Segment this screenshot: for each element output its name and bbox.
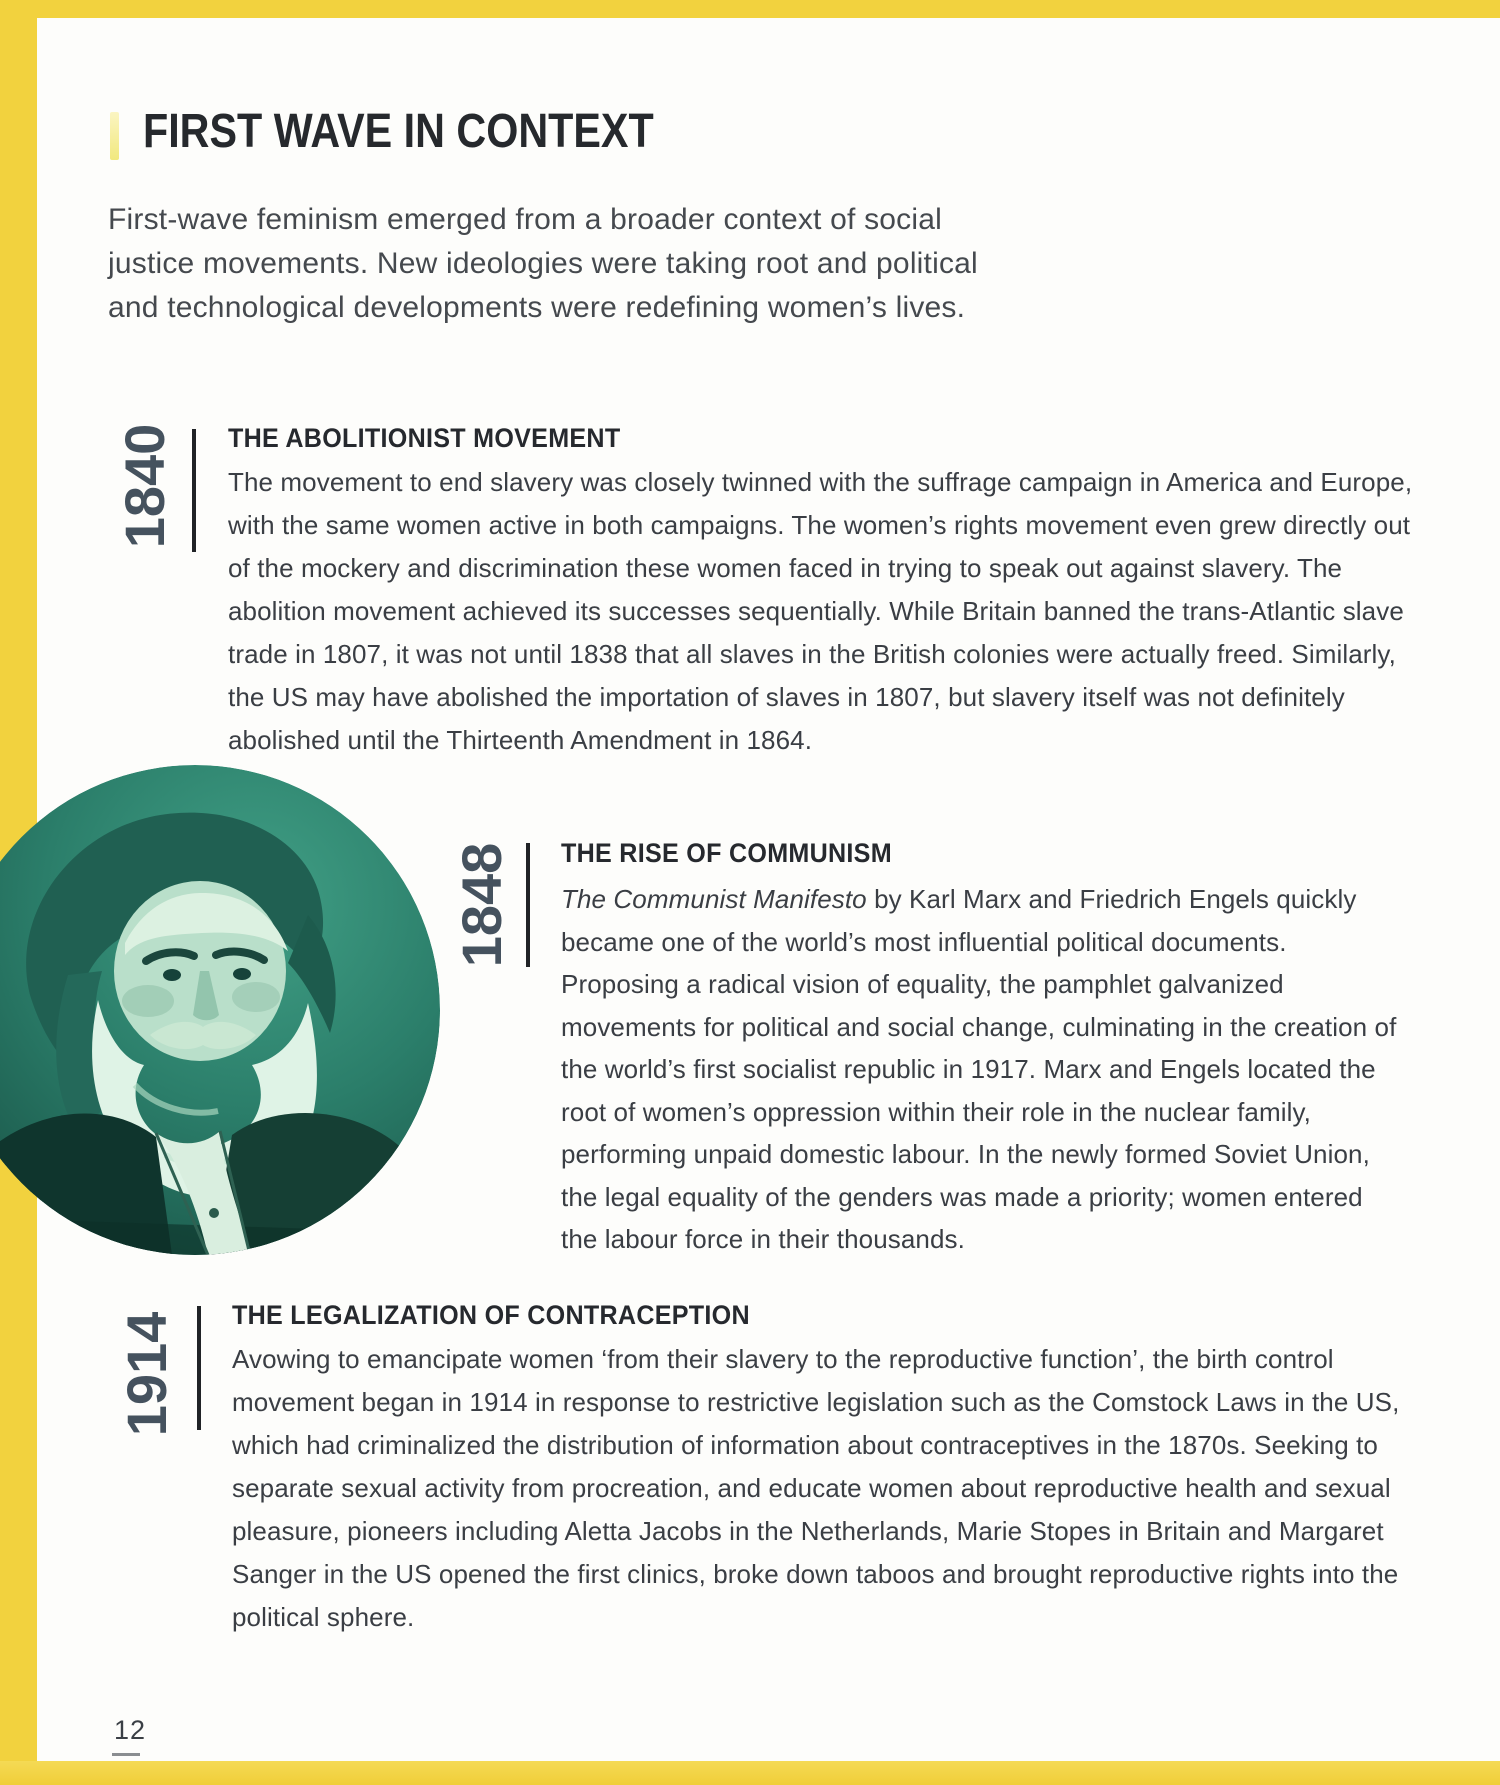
- title-accent-tick: [110, 112, 119, 160]
- page-title: FIRST WAVE IN CONTEXT: [143, 105, 654, 158]
- section-heading: THE LEGALIZATION OF CONTRACEPTION: [232, 1300, 750, 1330]
- timeline-divider: [526, 843, 530, 967]
- timeline-divider: [192, 429, 196, 552]
- year-label-1840: 1840: [113, 423, 176, 549]
- page-number-rule: [112, 1753, 140, 1756]
- karl-marx-portrait-graphic: [0, 765, 440, 1255]
- year-label-1914: 1914: [115, 1311, 178, 1437]
- year-label-1848: 1848: [450, 842, 513, 968]
- section-body: The movement to end slavery was closely twinned with the suffrage campaign in America and Europe, with the same women active in both campaigns. The women’s rights movement even grew directly out of the mockery and discrimination these women faced in trying to speak out against slavery. The abolition movement achieved its successes sequentially. While Britain banned the trans-Atlantic slave trade in 1807, it was not until 1838 that all slaves in the British colonies were actually freed. Similarly, the US may have abolished the importation of slaves in 1807, but slavery itself was not definitely abolished until the Thirteenth Amendment in 1864.: [228, 467, 1413, 755]
- page-number: 12: [114, 1715, 147, 1745]
- section-heading: THE RISE OF COMMUNISM: [561, 838, 892, 868]
- karl-marx-portrait: [0, 765, 440, 1255]
- book-title-italic: The Communist Manifesto: [561, 884, 867, 914]
- intro-paragraph: First-wave feminism emerged from a broader context of social justice movements. New ideologies were taking root and political and technological developments were redefining women’s lives.: [108, 203, 978, 324]
- section-body: Avowing to emancipate women ‘from their slavery to the reproductive function’, the birth control movement began in 1914 in response to restrictive legislation such as the Comstock Laws in the US, which had criminalized the distribution of information about contraceptives in the 1870s. Seeking to separate sexual activity from procreation, and educate women about reproductive health and sexual pleasure, pioneers including Aletta Jacobs in the Netherlands, Marie Stopes in Britain and Margaret Sanger in the US opened the first clinics, broke down taboos and brought reproductive rights into the political sphere.: [232, 1344, 1400, 1632]
- section-body: [561, 878, 1406, 1261]
- timeline-divider: [197, 1306, 201, 1430]
- frame-bottom-band: [0, 1761, 1500, 1785]
- section-heading: THE ABOLITIONIST MOVEMENT: [228, 423, 621, 453]
- frame-top-band: [0, 0, 1500, 18]
- section-body-text: by Karl Marx and Friedrich Engels quickly became one of the world’s most influential political documents. Proposing a radical vision of equality, the pamphlet galvanized movements for political and social change, culminating in the creation of the world’s first socialist republic in 1917. Marx and Engels located the root of women’s oppression within their role in the nuclear family, performing unpaid domestic labour. In the newly formed Soviet Union, the legal equality of the genders was made a priority; women entered the labour force in their thousands.: [561, 884, 1397, 1254]
